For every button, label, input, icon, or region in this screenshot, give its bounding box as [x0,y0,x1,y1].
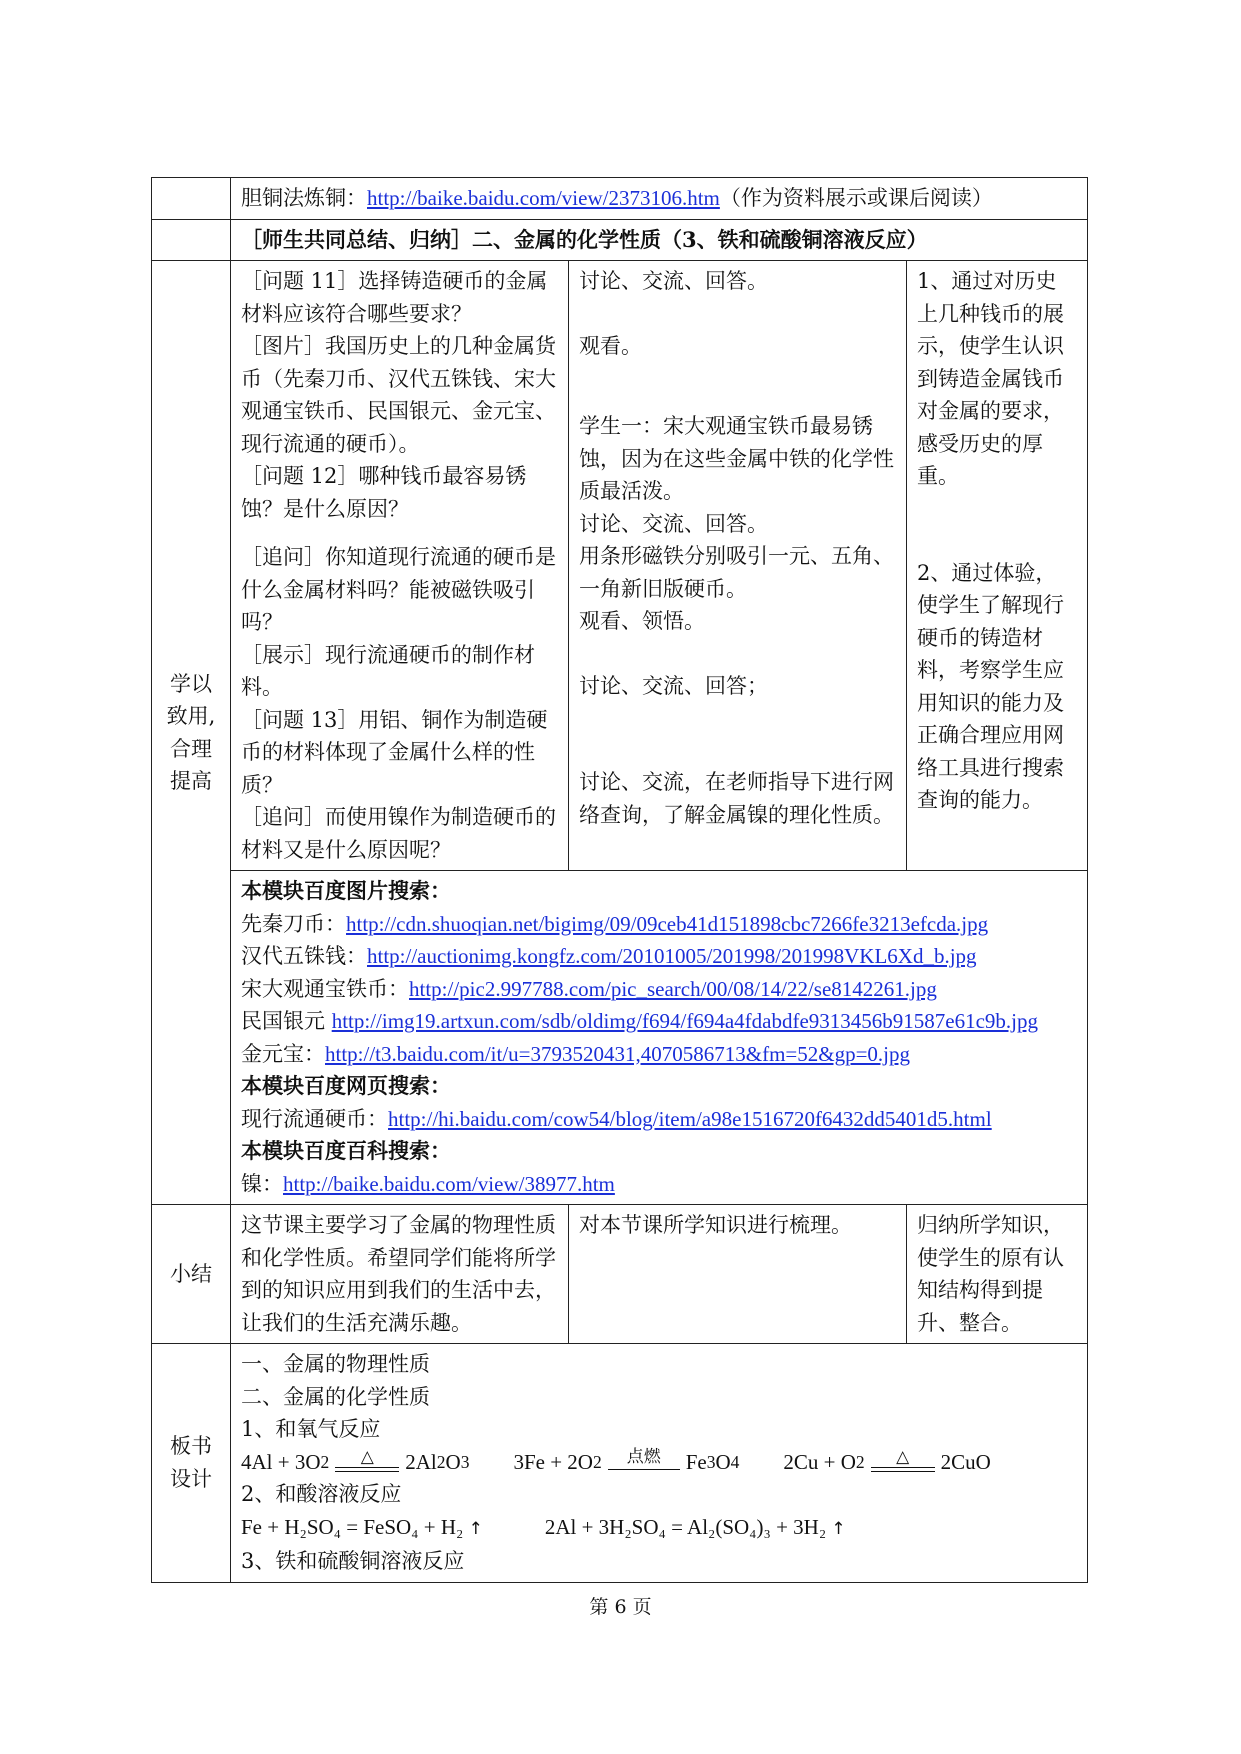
image-link[interactable]: http://pic2.997788.com/pic_search/00/08/14/22/se8142261.jpg [409,976,937,1001]
heat-icon: △ [360,1447,374,1466]
spacer [579,702,896,734]
equation-fe-acid [241,1511,483,1546]
question-13: ［问题 13］用铝、铜作为制造硬币的材料体现了金属什么样的性质？ [241,707,548,797]
stage-apply [152,261,231,1205]
row-copper-reference [152,178,1088,220]
image-link-row [241,1005,1077,1038]
board-line-chemical: 二、金属的化学性质 [241,1384,430,1409]
student-answer-12: 学生一：宋大观通宝铁币最易锈蚀，因为在这些金属中铁的化学性质最活泼。 [579,414,894,503]
reference-prefix: 胆铜法炼铜： [241,186,367,210]
board-line-oxygen: 1、和氧气反应 [241,1417,381,1441]
follow-up-nickel: ［追问］而使用镍作为制造硬币的材料又是什么原因呢？ [241,805,556,862]
eq-text: Fe [685,1449,707,1474]
gas-up-arrow-icon: ↑ [468,1518,483,1539]
reference-cell [231,178,1088,220]
board-line-acid: 2、和酸溶液反应 [241,1482,402,1506]
stage-apply-line: 提高 [170,769,212,793]
student-discuss-3: 讨论、交流、回答； [579,673,768,698]
image-link-row [241,1038,1077,1071]
eq-sub: 2 [436,1451,446,1472]
spacer [917,525,1077,557]
board-line-physical: 一、金属的物理性质 [241,1352,430,1376]
empty-stage-cell [152,219,231,261]
intent-2: 2、通过体验，使学生了解现行硬币的铸造材料，考察学生应用知识的能力及正确合理应用网络工具进行搜索查询的能力。 [917,560,1064,812]
reference-suffix: （作为资料展示或课后阅读） [719,186,993,210]
image-link-row [241,973,1077,1006]
baike-link-row [241,1168,1077,1201]
oxygen-equations [241,1446,1077,1479]
row-apply [152,261,1088,871]
stage-board-line: 板书 [170,1434,212,1459]
row-search-links [152,871,1088,1205]
row-summary [152,1205,1088,1344]
baike-link[interactable]: http://baike.baidu.com/view/38977.htm [283,1171,615,1196]
image-link-row [241,908,1077,941]
image-link-label: 汉代五铢钱： [241,944,367,968]
web-link-row [241,1103,1077,1136]
stage-apply-line: 合理 [170,736,212,761]
eq-sub: 2 [320,1451,330,1472]
image-link[interactable]: http://auctionimg.kongfz.com/20101005/201998/201998VKL6Xd_b.jpg [367,944,977,968]
spacer [579,362,896,394]
follow-up-magnet: ［追问］你知道现行流通的硬币是什么金属材料吗？能被磁铁吸引吗？ [241,545,556,634]
eq-sub: 2 [592,1451,602,1472]
heat-arrow [871,1446,935,1478]
equation-al-acid [545,1511,846,1546]
equation-al-oxygen [241,1446,469,1479]
gas-up-arrow-icon: ↑ [831,1518,846,1539]
baike-link-label: 镍： [241,1171,283,1196]
image-link[interactable]: http://cdn.shuoqian.net/bigimg/09/09ceb41d151898cbc7266fe3213efcda.jpg [346,911,989,936]
question-12: ［问题 12］哪种钱币最容易锈蚀？是什么原因？ [241,464,527,521]
image-link-label: 宋大观通宝铁币： [241,976,409,1001]
image-link-label: 民国银元 [241,1009,332,1033]
intent-1: 1、通过对历史上几种钱币的展示，使学生认识到铸造金属钱币对金属的要求，感受历史的厚重。 [917,269,1064,488]
stage-apply-line: 致用, [166,704,216,728]
heat-icon: △ [896,1447,910,1466]
board-line-copper-sulfate: 3、铁和硫酸铜溶液反应 [241,1549,465,1573]
eq-text: Fe + H₂SO₄ = FeSO₄ + H₂ [241,1514,464,1539]
spacer [579,394,896,410]
student-watch-understand: 观看、领悟。 [579,609,705,633]
eq-sub: 4 [730,1451,740,1472]
summary-student-cell: 对本节课所学知识进行梳理。 [569,1205,907,1344]
image-link[interactable]: http://img19.artxun.com/sdb/oldimg/f694/f694a4fdabdfe9313456b91587e61c9b.jpg [331,1009,1039,1033]
picture-coins: ［图片］我国历史上的几种金属货币（先秦刀币、汉代五铢钱、宋大观通宝铁币、民国银元、金元宝、现行流通的硬币）。 [241,334,556,456]
student-discuss-1: 讨论、交流、回答。 [579,269,768,293]
spacer [579,734,896,766]
web-search-heading: 本模块百度网页搜索： [241,1073,451,1098]
student-magnet-test: 用条形磁铁分别吸引一元、五角、一角新旧版硬币。 [579,544,894,601]
lesson-plan-table [151,177,1088,1583]
acid-equations [241,1511,1077,1546]
image-link-row [241,940,1077,973]
ignite-arrow [608,1446,680,1478]
eq-text: 4Al + 3O [241,1449,321,1474]
student-watch: 观看。 [579,333,642,358]
baike-search-heading: 本模块百度百科搜索： [241,1138,451,1163]
spacer [579,638,896,670]
web-link[interactable]: http://hi.baidu.com/cow54/blog/item/a98e1516720f6432dd5401d5.html [388,1106,992,1131]
question-11: ［问题 11］选择铸造硬币的金属材料应该符合哪些要求？ [241,269,548,326]
eq-sub: 2 [855,1451,865,1472]
equation-fe-oxygen [513,1446,739,1479]
student-activities-cell [569,261,907,871]
image-link-label: 先秦刀币： [241,911,346,936]
stage-board [152,1344,231,1583]
image-search-heading: 本模块百度图片搜索： [241,878,451,903]
student-network-search: 讨论、交流，在老师指导下进行网络查询，了解金属镍的理化性质。 [579,770,894,827]
eq-text: 2Cu + O [783,1449,856,1474]
teacher-activities-cell [231,261,569,871]
page-number: 第 6 页 [589,1596,652,1618]
search-links-cell [231,871,1088,1205]
student-discuss-2: 讨论、交流、回答。 [579,511,768,536]
eq-text: 2Al [405,1449,437,1474]
row-board-design [152,1344,1088,1583]
equation-cu-oxygen [783,1446,990,1479]
stage-apply-line: 学以 [170,671,212,696]
eq-text: 2Al + 3H₂SO₄ = Al₂(SO₄)₃ + 3H₂ [544,1514,827,1539]
ignite-label: 点燃 [626,1447,661,1466]
stage-board-line: 设计 [170,1466,212,1491]
heat-arrow [335,1446,399,1478]
eq-sub: 3 [460,1451,470,1472]
eq-text: O [445,1449,461,1474]
show-materials: ［展示］现行流通硬币的制作材料。 [241,642,535,699]
spacer [241,525,558,541]
image-link[interactable]: http://t3.baidu.com/it/u=3793520431,4070586713&fm=52&gp=0.jpg [325,1041,911,1066]
design-intent-cell [907,261,1088,871]
empty-stage-cell [152,178,231,220]
spacer [579,298,896,330]
eq-sub: 3 [706,1451,716,1472]
eq-text: O [715,1449,731,1474]
stage-summary: 小结 [152,1205,231,1344]
spacer [917,493,1077,525]
image-link-label: 金元宝： [241,1041,325,1066]
board-cell [231,1344,1088,1583]
summary-header: ［师生共同总结、归纳］二、金属的化学性质（3、铁和硫酸铜溶液反应） [231,219,1088,261]
eq-text: 2CuO [940,1449,991,1474]
summary-intent-cell: 归纳所学知识，使学生的原有认知结构得到提升、整合。 [907,1205,1088,1344]
summary-teacher-cell: 这节课主要学习了金属的物理性质和化学性质。希望同学们能将所学到的知识应用到我们的生活中去，让我们的生活充满乐趣。 [231,1205,569,1344]
eq-text: 3Fe + 2O [513,1449,593,1474]
reference-link[interactable]: http://baike.baidu.com/view/2373106.htm [367,186,720,210]
web-link-label: 现行流通硬币： [241,1106,388,1131]
row-summary-header [152,219,1088,261]
